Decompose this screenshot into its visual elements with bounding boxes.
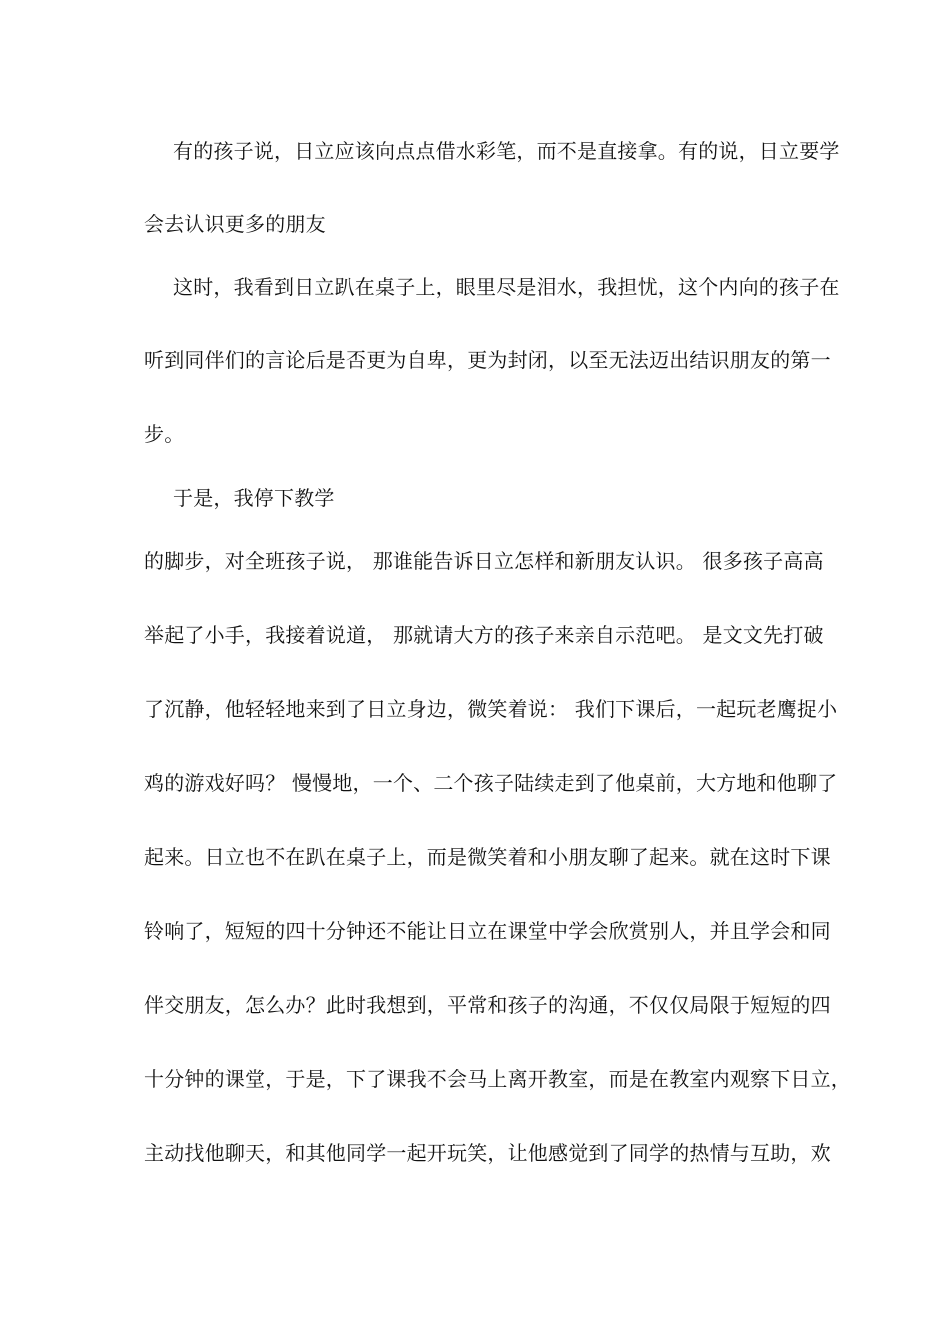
text-line-10: 鸡的游戏好吗？ 慢慢地，一个、二个孩子陆续走到了他桌前，大方地和他聊了 — [144, 771, 838, 795]
text-line-6: 于是，我停下教学 — [173, 486, 335, 510]
text-line-11: 起来。日立也不在趴在桌子上，而是微笑着和小朋友聊了起来。就在这时下课 — [144, 845, 831, 869]
text-line-13: 伴交朋友，怎么办？此时我想到，平常和孩子的沟通，不仅仅局限于短短的四 — [144, 993, 831, 1017]
text-line-9: 了沉静，他轻轻地来到了日立身边，微笑着说： 我们下课后，一起玩老鹰捉小 — [144, 697, 838, 721]
text-line-3: 这时，我看到日立趴在桌子上，眼里尽是泪水，我担忧，这个内向的孩子在 — [173, 275, 840, 299]
text-line-12: 铃响了，短短的四十分钟还不能让日立在课堂中学会欣赏别人，并且学会和同 — [144, 919, 831, 943]
text-line-15: 主动找他聊天，和其他同学一起开玩笑，让他感觉到了同学的热情与互助，欢 — [144, 1141, 831, 1165]
text-line-8: 举起了小手，我接着说道， 那就请大方的孩子来亲自示范吧。 是文文先打破 — [144, 623, 824, 647]
text-line-7: 的脚步，对全班孩子说， 那谁能告诉日立怎样和新朋友认识。 很多孩子高高 — [144, 549, 824, 573]
text-line-4: 听到同伴们的言论后是否更为自卑，更为封闭，以至无法迈出结识朋友的第一 — [144, 348, 831, 372]
text-line-1: 有的孩子说，日立应该向点点借水彩笔，而不是直接拿。有的说，日立要学 — [173, 139, 840, 163]
text-line-2: 会去认识更多的朋友 — [144, 212, 326, 236]
text-line-5: 步。 — [144, 422, 185, 446]
text-line-14: 十分钟的课堂，于是，下了课我不会马上离开教室，而是在教室内观察下日立， — [144, 1067, 851, 1091]
